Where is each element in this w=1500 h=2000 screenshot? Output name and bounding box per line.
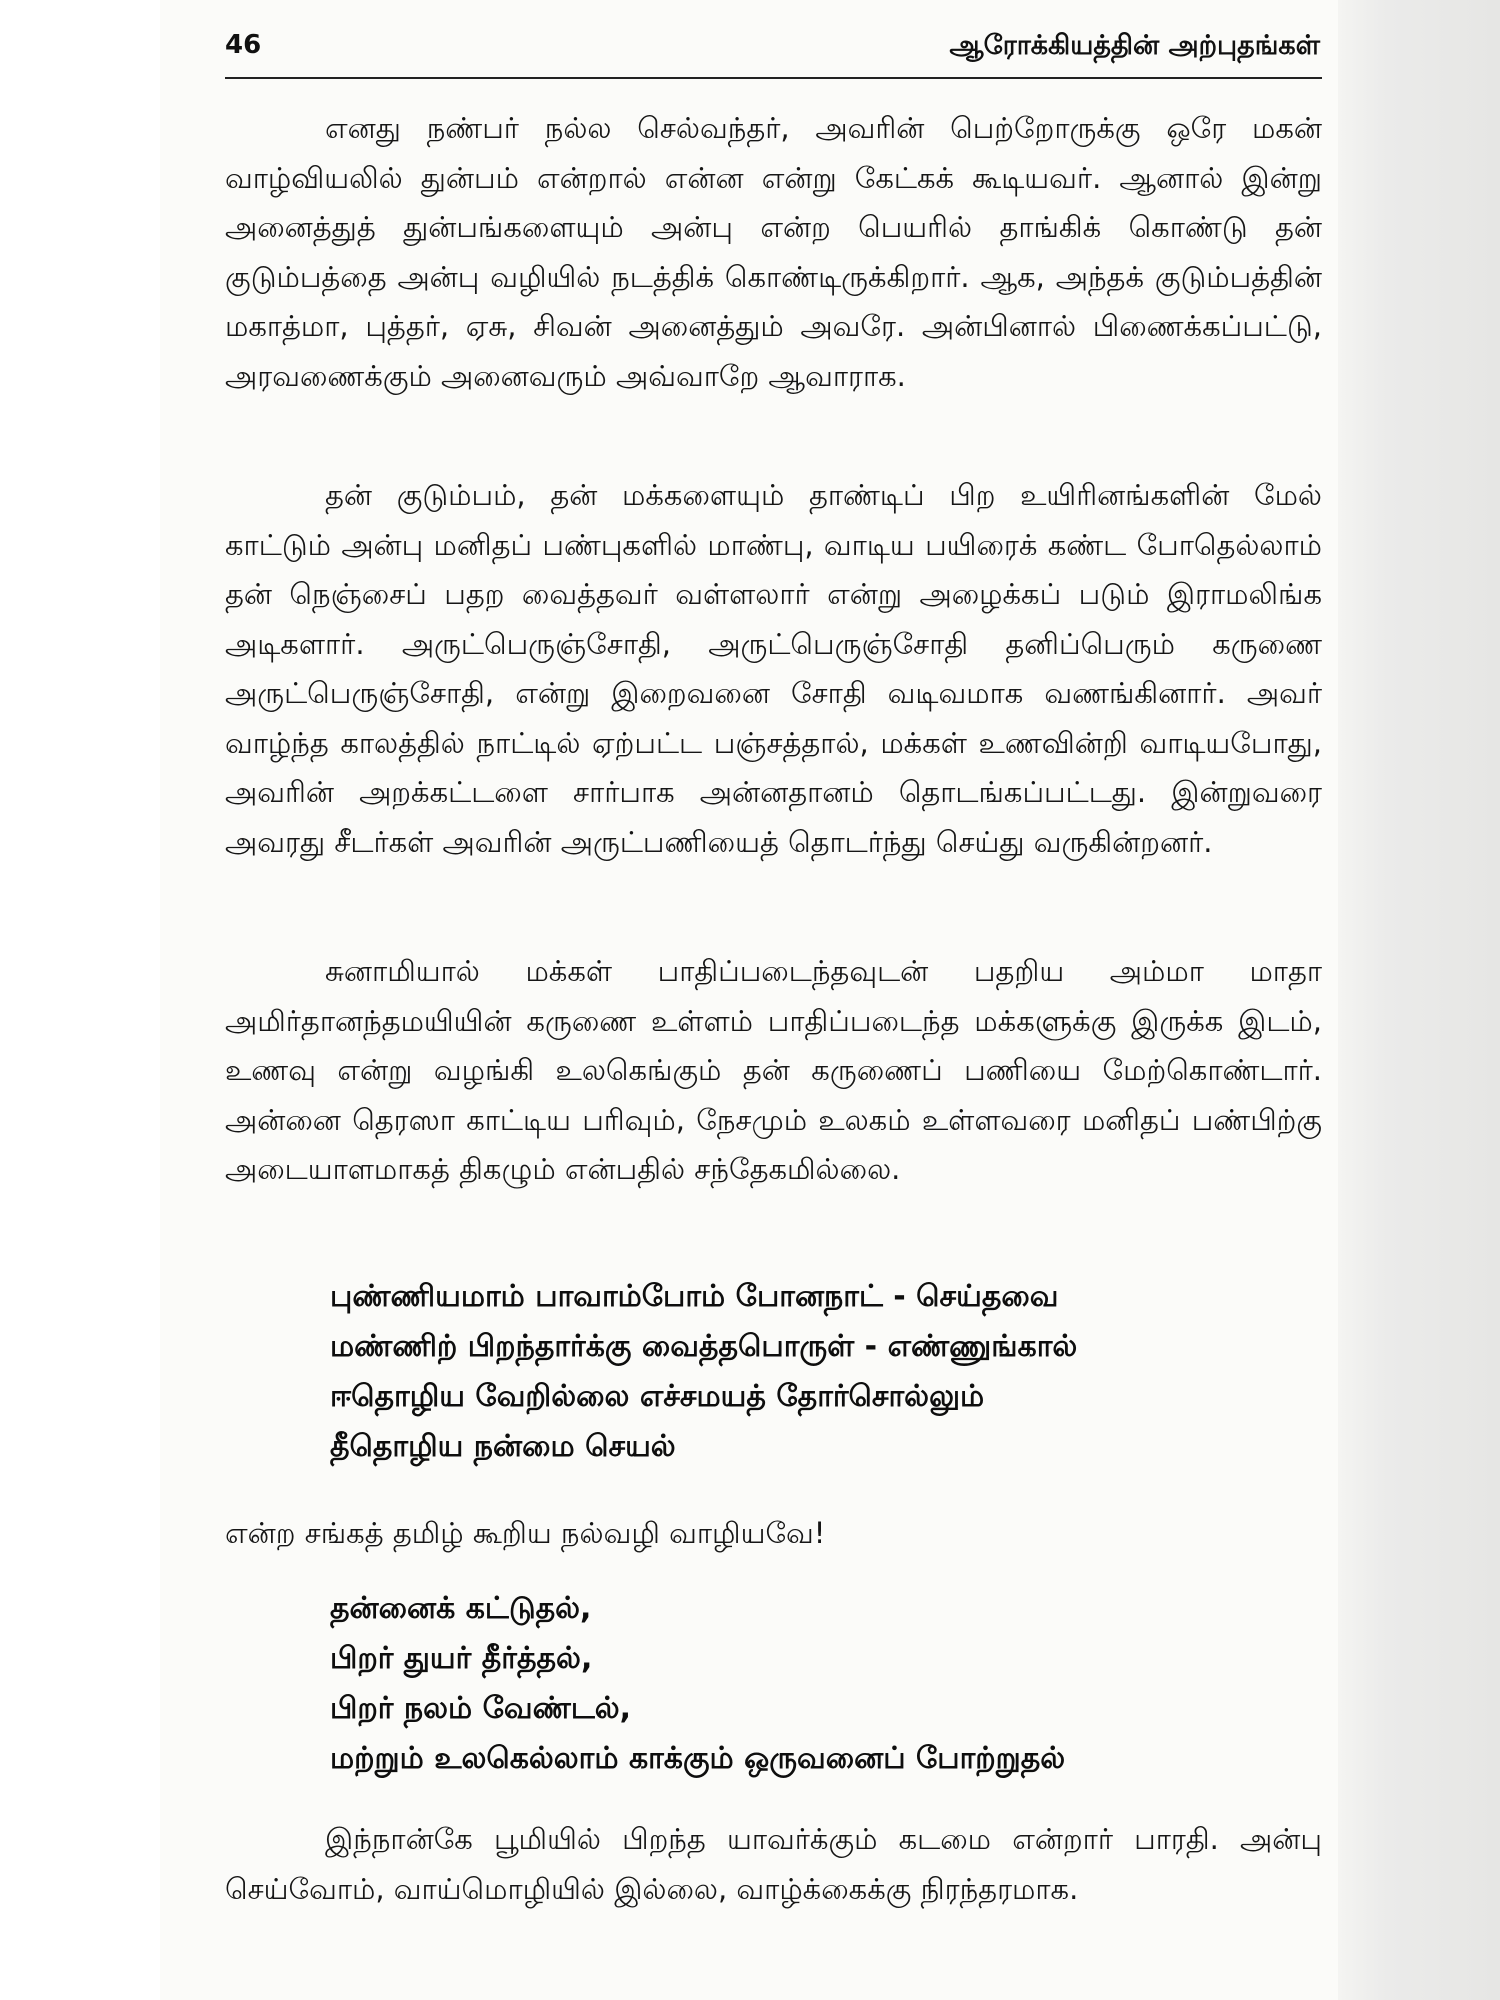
paragraph-2 [225, 471, 1322, 867]
verse-1-line-2: மண்ணிற் பிறந்தார்க்கு வைத்தபொருள் - எண்ணுங்கால் [330, 1329, 1078, 1364]
page-number: 46 [225, 30, 262, 60]
verse-1-line-3: ஈதொழிய வேறில்லை எச்சமயத் தோர்சொல்லும் [330, 1379, 985, 1414]
paragraph-3-text: சுனாமியால் மக்கள் பாதிப்படைந்தவுடன் பதறிய அம்மா மாதா அமிர்தானந்தமயியின் கருணை உள்ளம் பாதிப்படைந்த மக்களுக்கு இருக்க இடம், உணவு என்று வழங்கி உலகெங்கும் தன் கருணைப் பணியை மேற்கொண்டார். அன்னை தெரஸா காட்டிய பரிவும், நேசமும் உலகம் உள்ளவரை மனிதப் பண்பிற்கு அடையாளமாகத் திகழும் என்பதில் சந்தேகமில்லை. [225, 954, 1322, 1186]
verse-2-line-3: பிறர் நலம் வேண்டல், [330, 1691, 631, 1726]
page-edge [1338, 0, 1500, 2000]
paragraph-3 [225, 947, 1322, 1195]
paragraph-1-text: எனது நண்பர் நல்ல செல்வந்தர், அவரின் பெற்றோருக்கு ஒரே மகன் வாழ்வியலில் துன்பம் என்றால் என்ன என்று கேட்கக் கூடியவர். ஆனால் இன்று அனைத்துத் துன்பங்களையும் அன்பு என்ற பெயரில் தாங்கிக் கொண்டு தன் குடும்பத்தை அன்பு வழியில் நடத்திக் கொண்டிருக்கிறார். ஆக, அந்தக் குடும்பத்தின் மகாத்மா, புத்தர், ஏசு, சிவன் அனைத்தும் அவரே. அன்பினால் பிணைக்கப்பட்டு, அரவணைக்கும் அனைவரும் அவ்வாறே ஆவாராக. [225, 111, 1322, 393]
page-header [225, 30, 1320, 80]
closing-paragraph [225, 1815, 1322, 1914]
header-rule [225, 77, 1322, 79]
running-title: ஆரோக்கியத்தின் அற்புதங்கள் [949, 30, 1320, 61]
paragraph-2-text: தன் குடும்பம், தன் மக்களையும் தாண்டிப் பிற உயிரினங்களின் மேல் காட்டும் அன்பு மனிதப் பண்புகளில் மாண்பு, வாடிய பயிரைக் கண்ட போதெல்லாம் தன் நெஞ்சைப் பதற வைத்தவர் வள்ளலார் என்று அழைக்கப் படும் இராமலிங்க அடிகளார். அருட்பெருஞ்சோதி, அருட்பெருஞ்சோதி தனிப்பெரும் கருணை அருட்பெருஞ்சோதி, என்று இறைவனை சோதி வடிவமாக வணங்கினார். அவர் வாழ்ந்த காலத்தில் நாட்டில் ஏற்பட்ட பஞ்சத்தால், மக்கள் உணவின்றி வாடியபோது, அவரின் அறக்கட்டளை சார்பாக அன்னதானம் தொடங்கப்பட்டது. இன்றுவரை அவரது சீடர்கள் அவரின் அருட்பணியைத் தொடர்ந்து செய்து வருகின்றனர். [225, 478, 1322, 859]
verse-block-2 [330, 1584, 1320, 1784]
after-verse-text: என்ற சங்கத் தமிழ் கூறிய நல்வழி வாழியவே! [225, 1516, 826, 1550]
after-verse-line [225, 1509, 1322, 1559]
verse-2-line-1: தன்னைக் கட்டுதல், [330, 1591, 592, 1626]
paragraph-1 [225, 104, 1322, 401]
verse-2-line-2: பிறர் துயர் தீர்த்தல், [330, 1641, 593, 1676]
verse-2-line-4: மற்றும் உலகெல்லாம் காக்கும் ஒருவனைப் போற்றுதல் [330, 1741, 1066, 1776]
verse-block-1 [330, 1272, 1320, 1472]
verse-1-line-4: தீதொழிய நன்மை செயல் [330, 1429, 676, 1464]
closing-text: இந்நான்கே பூமியில் பிறந்த யாவர்க்கும் கடமை என்றார் பாரதி. அன்பு செய்வோம், வாய்மொழியில் இல்லை, வாழ்க்கைக்கு நிரந்தரமாக. [225, 1822, 1322, 1906]
verse-1-line-1: புண்ணியமாம் பாவாம்போம் போனநாட் - செய்தவை [330, 1279, 1059, 1314]
